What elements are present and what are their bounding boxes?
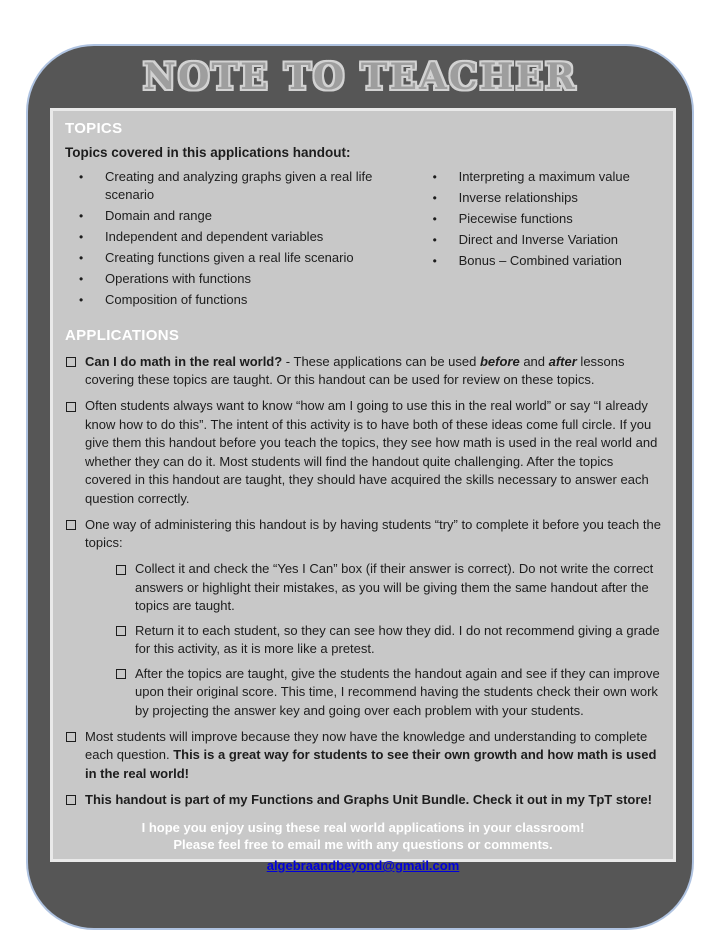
page-title: NOTE TO TEACHER [143, 56, 577, 98]
checkbox-icon [66, 732, 76, 742]
topic-item: • Creating and analyzing graphs given a real life scenario [65, 168, 423, 205]
checklist-item [65, 353, 661, 390]
checklist-item [65, 397, 661, 508]
topic-item: • Piecewise functions [423, 210, 661, 229]
checklist-item [115, 665, 661, 721]
topic-item: • Bonus – Combined variation [423, 252, 661, 271]
topics-list-right [423, 168, 661, 313]
checklist-item [65, 791, 661, 810]
topic-item: • Independent and dependent variables [65, 228, 423, 247]
checklist-text: Can I do math in the real world? [85, 353, 283, 369]
checklist-text: - These applications can be used [282, 353, 480, 369]
checkbox-icon [66, 402, 76, 412]
email-link[interactable]: algebraandbeyond@gmail.com [266, 858, 460, 873]
applications-list [65, 353, 661, 810]
checklist-text: and [519, 353, 549, 369]
checkbox-icon [66, 357, 76, 367]
topic-item: • Inverse relationships [423, 189, 661, 208]
checklist-text: This handout is part of my Functions and Graphs Unit Bundle. Check it out in my TpT store! [85, 791, 652, 807]
checklist-item [65, 516, 661, 553]
note-card [28, 46, 692, 928]
topic-item: • Creating functions given a real life scenario [65, 249, 423, 268]
checklist-text: before [479, 353, 520, 369]
checkbox-icon [66, 520, 76, 530]
content-panel [50, 108, 676, 873]
checklist-item [65, 728, 661, 784]
footer-line-2: Please feel free to email me with any questions or comments. [173, 837, 553, 852]
topic-item: • Operations with functions [65, 270, 423, 289]
checklist-text: after [548, 353, 577, 369]
topics-list-left [65, 168, 423, 313]
footer-block [65, 819, 661, 874]
topics-heading: TOPICS [65, 120, 123, 137]
checkbox-icon [116, 626, 126, 636]
applications-heading: APPLICATIONS [65, 327, 180, 344]
checklist-text: This is a great way for students to see their own growth and how math is used in the real world! [85, 747, 657, 781]
checklist-text: Most students will improve because they now have the knowledge and understanding to complete each question. [85, 728, 648, 762]
checkbox-icon [116, 565, 126, 575]
topics-intro: Topics covered in this applications handout: [65, 145, 351, 160]
checklist-text: lessons covering these topics are taught. Or this handout can be used for review on these topics. [85, 353, 625, 387]
topic-item: • Domain and range [65, 207, 423, 226]
checklist-text: Collect it and check the “Yes I Can” box (if their answer is correct). Do not write the correct answers or highlight their mistakes, as you will be giving them the same handout after the topics are taught. [135, 561, 654, 613]
checklist-text: After the topics are taught, give the students the handout again and see if they can improve upon their original score. This time, I recommend having the students check their own work by projecting the answer key and going over each problem with your students. [135, 665, 660, 718]
checklist-text: Often students always want to know “how am I going to use this in the real world” or say “I already know how to do this”. The intent of this activity is to have both of these ideas come full circle. If you give them this handout before you teach the topics, they see how math is used in the real world and whether they can do it. Most students will find the handout quite challenging. After the topics covered in this handout are taught, they should have acquired the skills necessary to answer each question correctly. [85, 398, 658, 506]
checklist-text: Return it to each student, so they can see how they did. I do not recommend giving a grade for this activity, as it is more like a pretest. [135, 622, 660, 656]
checklist-item [115, 622, 661, 659]
checkbox-icon [66, 795, 76, 805]
checkbox-icon [116, 669, 126, 679]
checklist-item [115, 560, 661, 616]
topic-item: • Direct and Inverse Variation [423, 231, 661, 250]
checklist-text: One way of administering this handout is by having students “try” to complete it before you teach the topics: [85, 516, 661, 550]
topics-columns [65, 168, 661, 313]
topic-item: • Interpreting a maximum value [423, 168, 661, 187]
footer-line-1: I hope you enjoy using these real world applications in your classroom! [141, 820, 585, 835]
topic-item: • Composition of functions [65, 291, 423, 310]
